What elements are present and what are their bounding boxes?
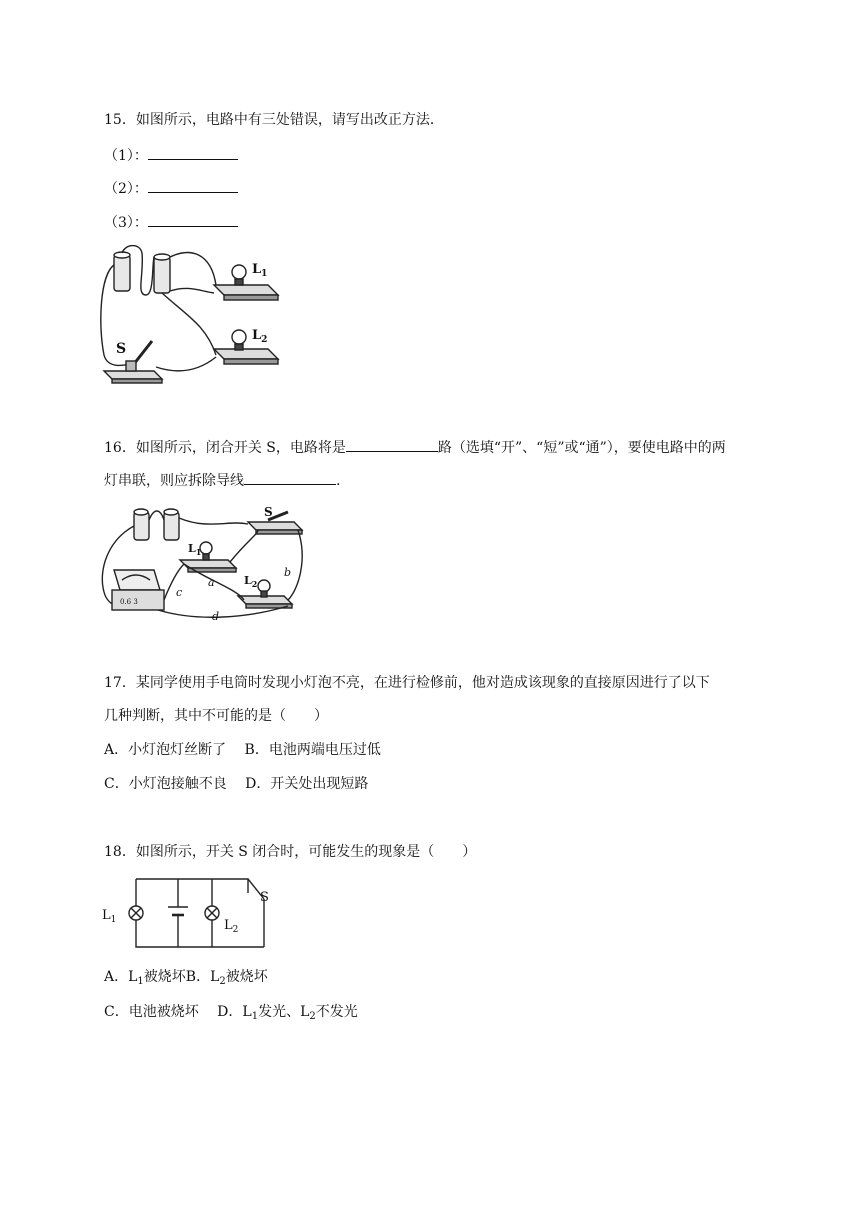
q18-option-c[interactable]: C．电池被烧坏 <box>104 1004 218 1020</box>
answer-blank[interactable] <box>148 178 238 193</box>
q15-circuit-figure <box>96 245 286 390</box>
wire-label-d: d <box>212 610 220 623</box>
answer-blank[interactable] <box>346 437 438 452</box>
q15-item-3-label: （3）： <box>104 215 148 231</box>
q15-item-1 <box>104 145 238 166</box>
q17-line-1: 17．某同学使用手电筒时发现小灯泡不亮，在进行检修前，他对造成该现象的直接原因进行了以下 <box>104 675 710 691</box>
q15-item-1-label: （1）： <box>104 148 148 164</box>
label-s: S <box>116 341 127 357</box>
q18-option-b[interactable]: B．$L_2$被烧坏 <box>185 969 268 987</box>
q18-option-d[interactable]: D．$L_1$发光、$L_2$不发光 <box>217 1004 358 1022</box>
answer-blank[interactable] <box>148 145 238 160</box>
q17-options-row-2: C．小灯泡接触不良 D．开关处出现短路 <box>104 776 369 792</box>
q15-stem: 15．如图所示，电路中有三处错误，请写出改正方法． <box>104 112 444 128</box>
q17-options-row-1: A．小灯泡灯丝断了 B．电池两端电压过低 <box>104 742 381 758</box>
q18-options-row-1 <box>104 967 268 992</box>
label-l2: $L_2$ <box>252 328 268 345</box>
q16-line-1 <box>104 437 726 458</box>
battery-2 <box>154 257 170 293</box>
q15-item-2-label: （2）： <box>104 181 148 197</box>
q16-line-2b: . <box>336 473 341 489</box>
q16-line-2 <box>104 470 340 491</box>
q18-stem: 18．如图所示，开关 S 闭合时，可能发生的现象是（ ） <box>104 844 477 860</box>
label-s: S <box>260 890 269 905</box>
q15-item-2 <box>104 178 238 199</box>
answer-blank[interactable] <box>244 470 336 485</box>
q18-circuit-figure <box>100 873 275 953</box>
q16-line-2a: 灯串联，则应拆除导线 <box>104 473 244 489</box>
wire-label-a: a <box>208 576 215 589</box>
q16-line-1a: 16．如图所示，闭合开关 S，电路将是 <box>104 440 346 456</box>
label-l2: $L_2$ <box>224 918 239 935</box>
wire-label-b: b <box>284 566 292 579</box>
label-l1: $L_1$ <box>252 262 268 279</box>
battery-1 <box>114 255 130 291</box>
label-l1: $L_1$ <box>188 542 202 557</box>
q15-item-3 <box>104 212 238 233</box>
label-s: S <box>264 505 273 519</box>
meter-scale: 0.6 3 <box>120 598 138 606</box>
q16-line-1b: 路（选填“开”、“短”或“通”），要使电路中的两 <box>437 440 726 456</box>
wire-label-c: c <box>176 586 183 599</box>
q18-options-row-2 <box>104 1002 358 1027</box>
q16-circuit-figure <box>98 500 308 625</box>
answer-blank[interactable] <box>148 212 238 227</box>
label-l2: $L_2$ <box>244 574 258 589</box>
q17-line-2: 几种判断，其中不可能的是（ ） <box>104 708 328 724</box>
label-l1: $L_1$ <box>102 908 117 925</box>
q18-option-a[interactable]: A．$L_1$被烧坏 <box>104 969 186 987</box>
